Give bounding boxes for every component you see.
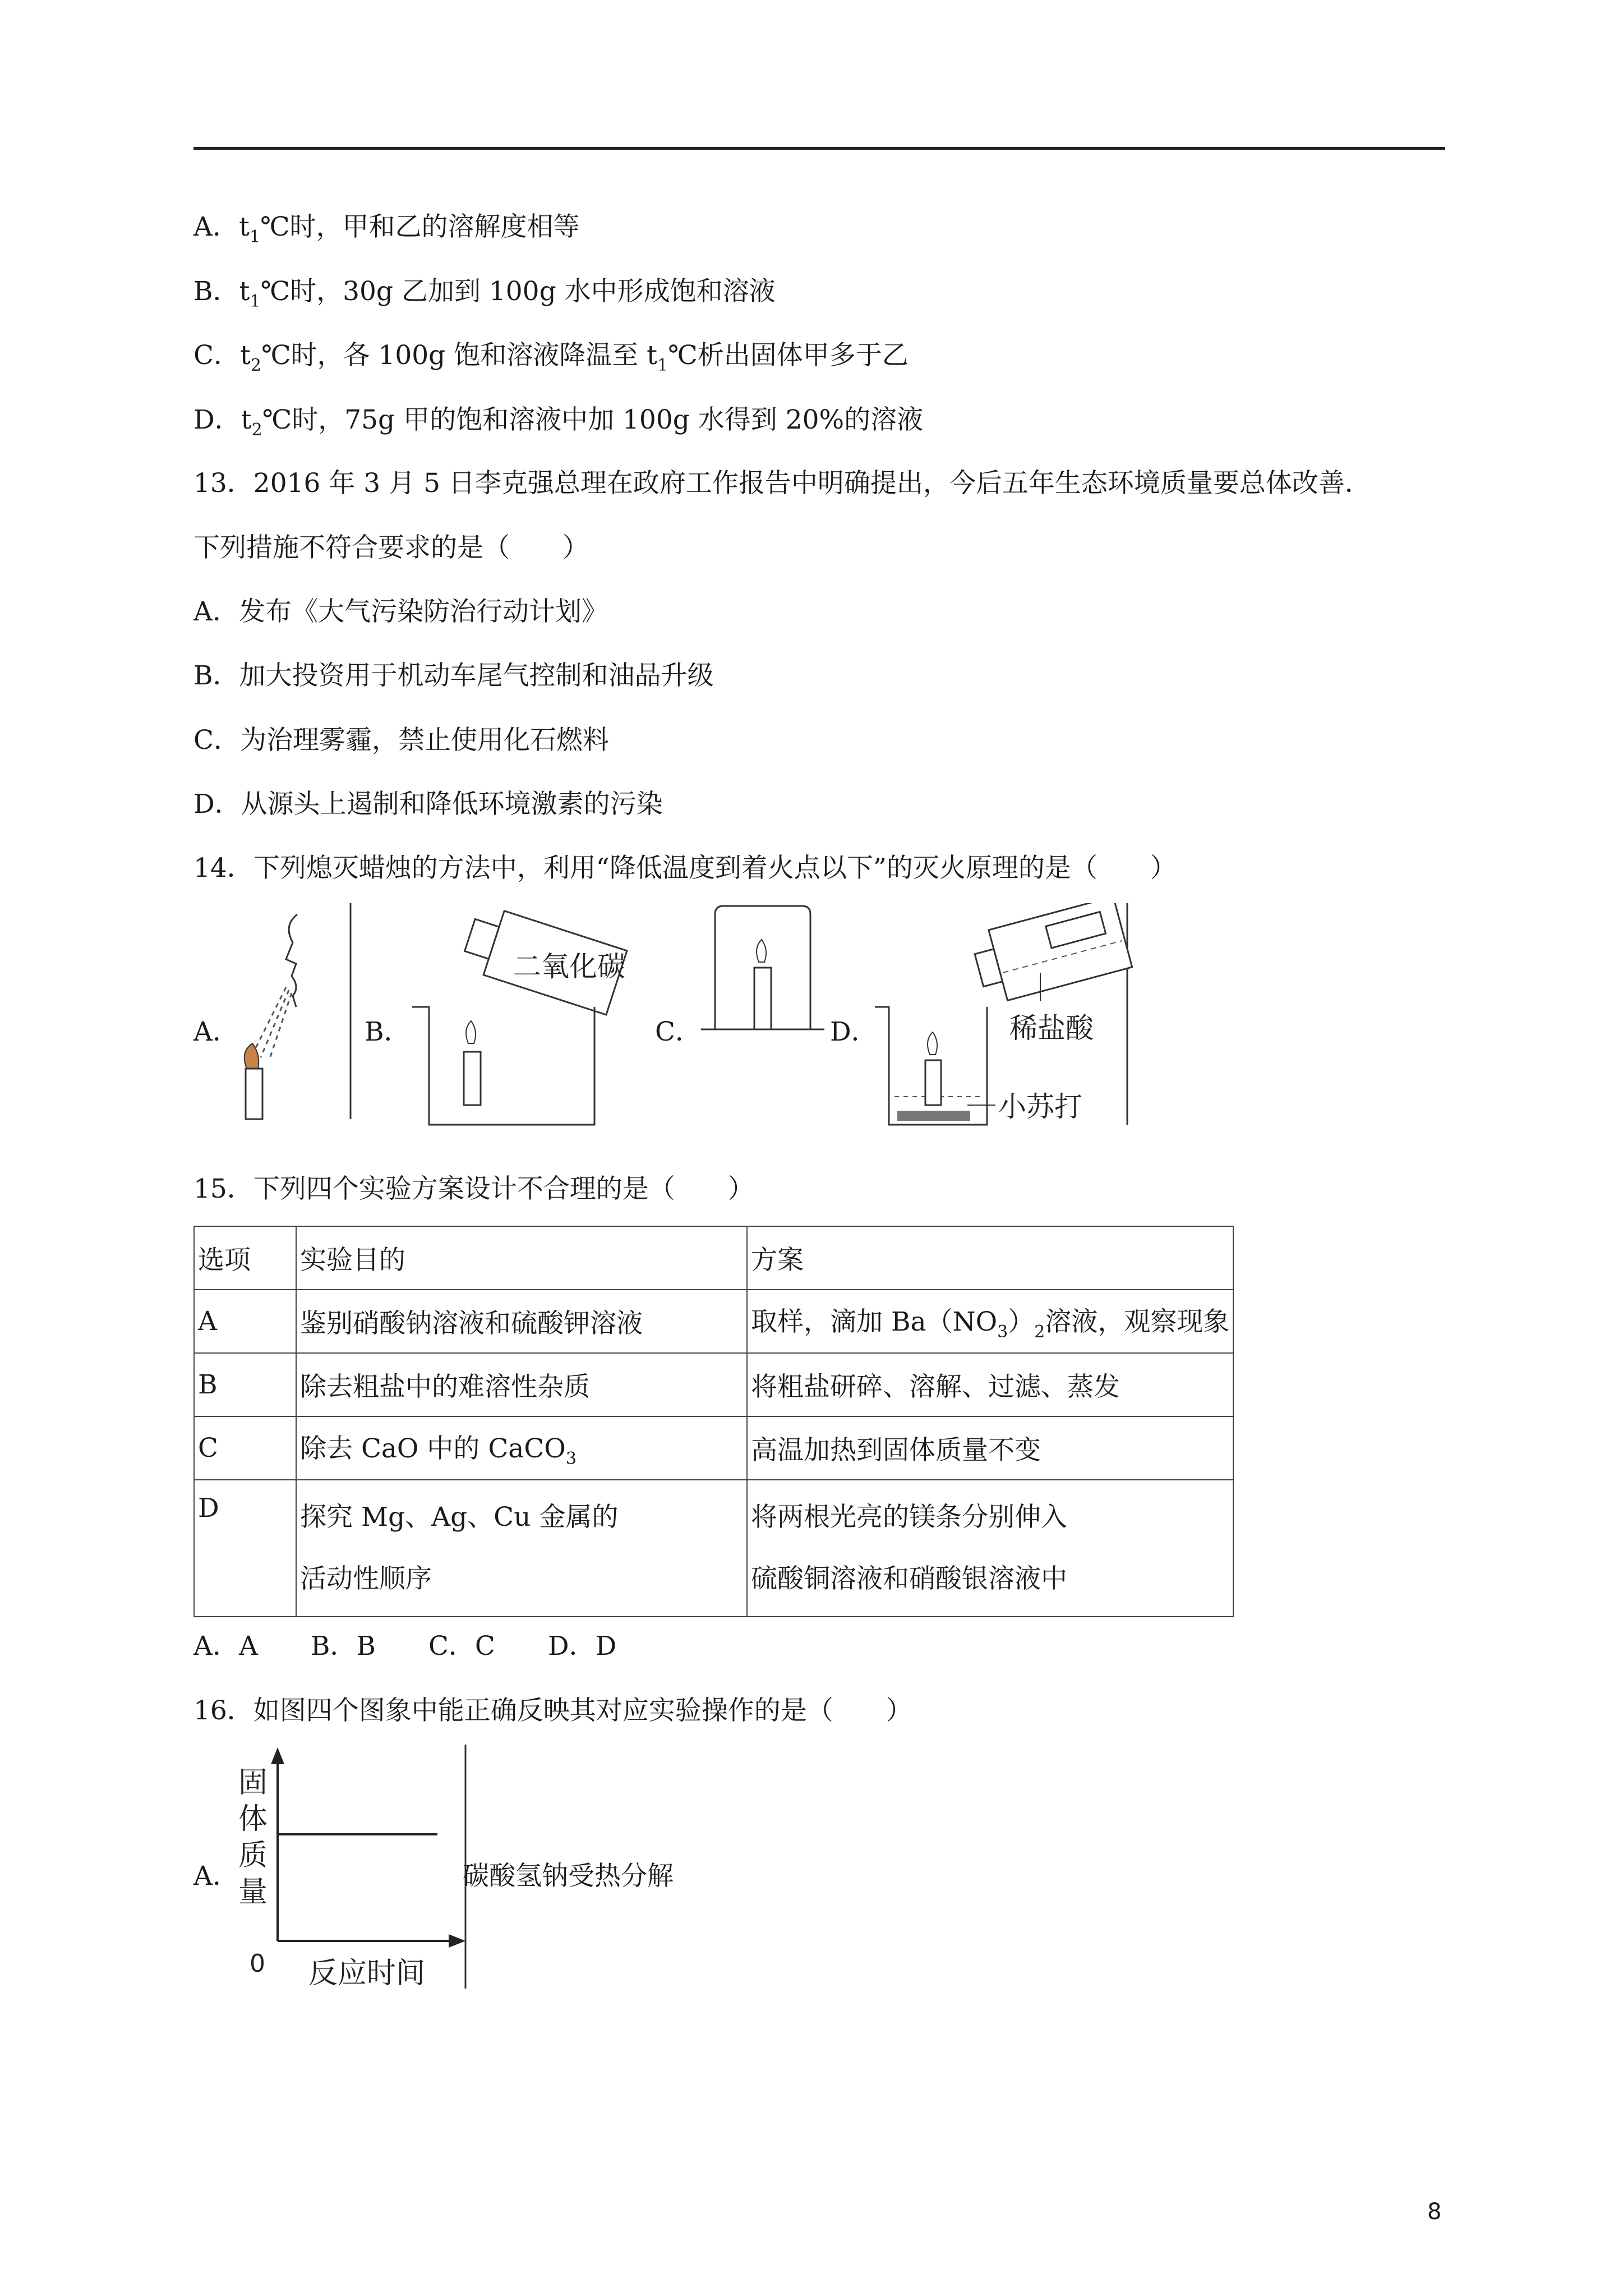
table-row (194, 1353, 1233, 1416)
row-a-option: A (194, 1290, 296, 1353)
q13-option-a: A．发布《大气污染防治行动计划》 (193, 596, 608, 627)
q12-option-a: A．$t_1℃$时，甲和乙的溶解度相等 (193, 211, 580, 247)
q13-stem-line2: 下列措施不符合要求的是（ ） (193, 532, 589, 563)
row-c-purpose: 除去 CaO 中的 CaCO$_3$ (296, 1416, 747, 1480)
row-b-purpose: 除去粗盐中的难溶性杂质 (296, 1353, 747, 1416)
row-d-plan: 将两根光亮的镁条分别伸入 硫酸铜溶液和硝酸银溶液中 (747, 1480, 1233, 1617)
q12-option-d: D．$t_2℃$时，75g 甲的饱和溶液中加 100g 水得到 20%的溶液 (193, 404, 924, 440)
table-header-option: 选项 (194, 1226, 296, 1290)
row-b-plan: 将粗盐研碎、溶解、过滤、蒸发 (747, 1353, 1233, 1416)
q14-label-b: B． (365, 1016, 411, 1047)
row-a-plan: 取样，滴加 $Ba(NO_3)_2$溶液，观察现象 (747, 1290, 1233, 1353)
q15-table (193, 1226, 1234, 1617)
q14-stem: 14．下列熄灭蜡烛的方法中，利用“降低温度到着火点以下”的灭火原理的是（ ） (193, 853, 1177, 884)
q16-graph-a (233, 1745, 468, 1991)
q14-image-d (872, 903, 1136, 1128)
q14-label-a: A． (193, 1016, 239, 1047)
q14-label-d: D． (830, 1016, 878, 1047)
q13-stem-line1: 13．2016 年 3 月 5 日李克强总理在政府工作报告中明确提出，今后五年生态环境质量要总体改善． (193, 468, 1371, 499)
graph-ylabel-3: 质 (238, 1839, 268, 1872)
q14-image-b (407, 903, 631, 1128)
page-number: 8 (1427, 2199, 1442, 2225)
q15-answers: A．A B．B C．C D．D (193, 1631, 617, 1662)
table-header-plan: 方案 (747, 1226, 1233, 1290)
q16-label-a: A． (193, 1861, 239, 1892)
q13-option-c: C．为治理雾霾，禁止使用化石燃料 (193, 725, 609, 756)
graph-ylabel-2: 体 (238, 1802, 268, 1836)
table-row (194, 1480, 1233, 1617)
q13-option-b: B．加大投资用于机动车尾气控制和油品升级 (193, 660, 714, 691)
q14-image-c (698, 903, 827, 1032)
row-d-option: D (194, 1480, 296, 1617)
graph-xlabel: 反应时间 (308, 1957, 426, 1990)
table-row (194, 1416, 1233, 1480)
table-header-row (194, 1226, 1233, 1290)
row-c-option: C (194, 1416, 296, 1480)
row-a-purpose: 鉴别硝酸钠溶液和硫酸钾溶液 (296, 1290, 747, 1353)
q14-d-acid-label: 稀盐酸 (1009, 1012, 1094, 1045)
row-d-purpose: 探究 Mg、Ag、Cu 金属的 活动性顺序 (296, 1480, 747, 1617)
table-row (194, 1290, 1233, 1353)
q16-stem: 16．如图四个图象中能正确反映其对应实验操作的是（ ） (193, 1695, 912, 1726)
q16-option-a-text: 碳酸氢钠受热分解 (463, 1861, 674, 1892)
row-c-plan: 高温加热到固体质量不变 (747, 1416, 1233, 1480)
q12-option-b: B．$t_1℃$时，30g 乙加到 100g 水中形成饱和溶液 (193, 276, 776, 311)
graph-ylabel-4: 量 (238, 1875, 268, 1909)
q14-d-soda-label: 小苏打 (998, 1091, 1082, 1123)
q12-option-c: C．$t_2℃$时，各 100g 饱和溶液降温至 $t_1℃$析出固体甲多于乙 (193, 340, 909, 375)
q14-b-gas-label: 二氧化碳 (513, 950, 625, 983)
q14-image-a (230, 903, 353, 1122)
graph-origin: 0 (250, 1949, 265, 1978)
row-b-option: B (194, 1353, 296, 1416)
table-header-purpose: 实验目的 (296, 1226, 747, 1290)
header-rule (193, 147, 1445, 150)
q15-stem: 15．下列四个实验方案设计不合理的是（ ） (193, 1174, 754, 1204)
q13-option-d: D．从源头上遏制和降低环境激素的污染 (193, 789, 663, 820)
q14-label-c: C． (655, 1016, 702, 1047)
graph-ylabel-1: 固 (238, 1766, 268, 1800)
